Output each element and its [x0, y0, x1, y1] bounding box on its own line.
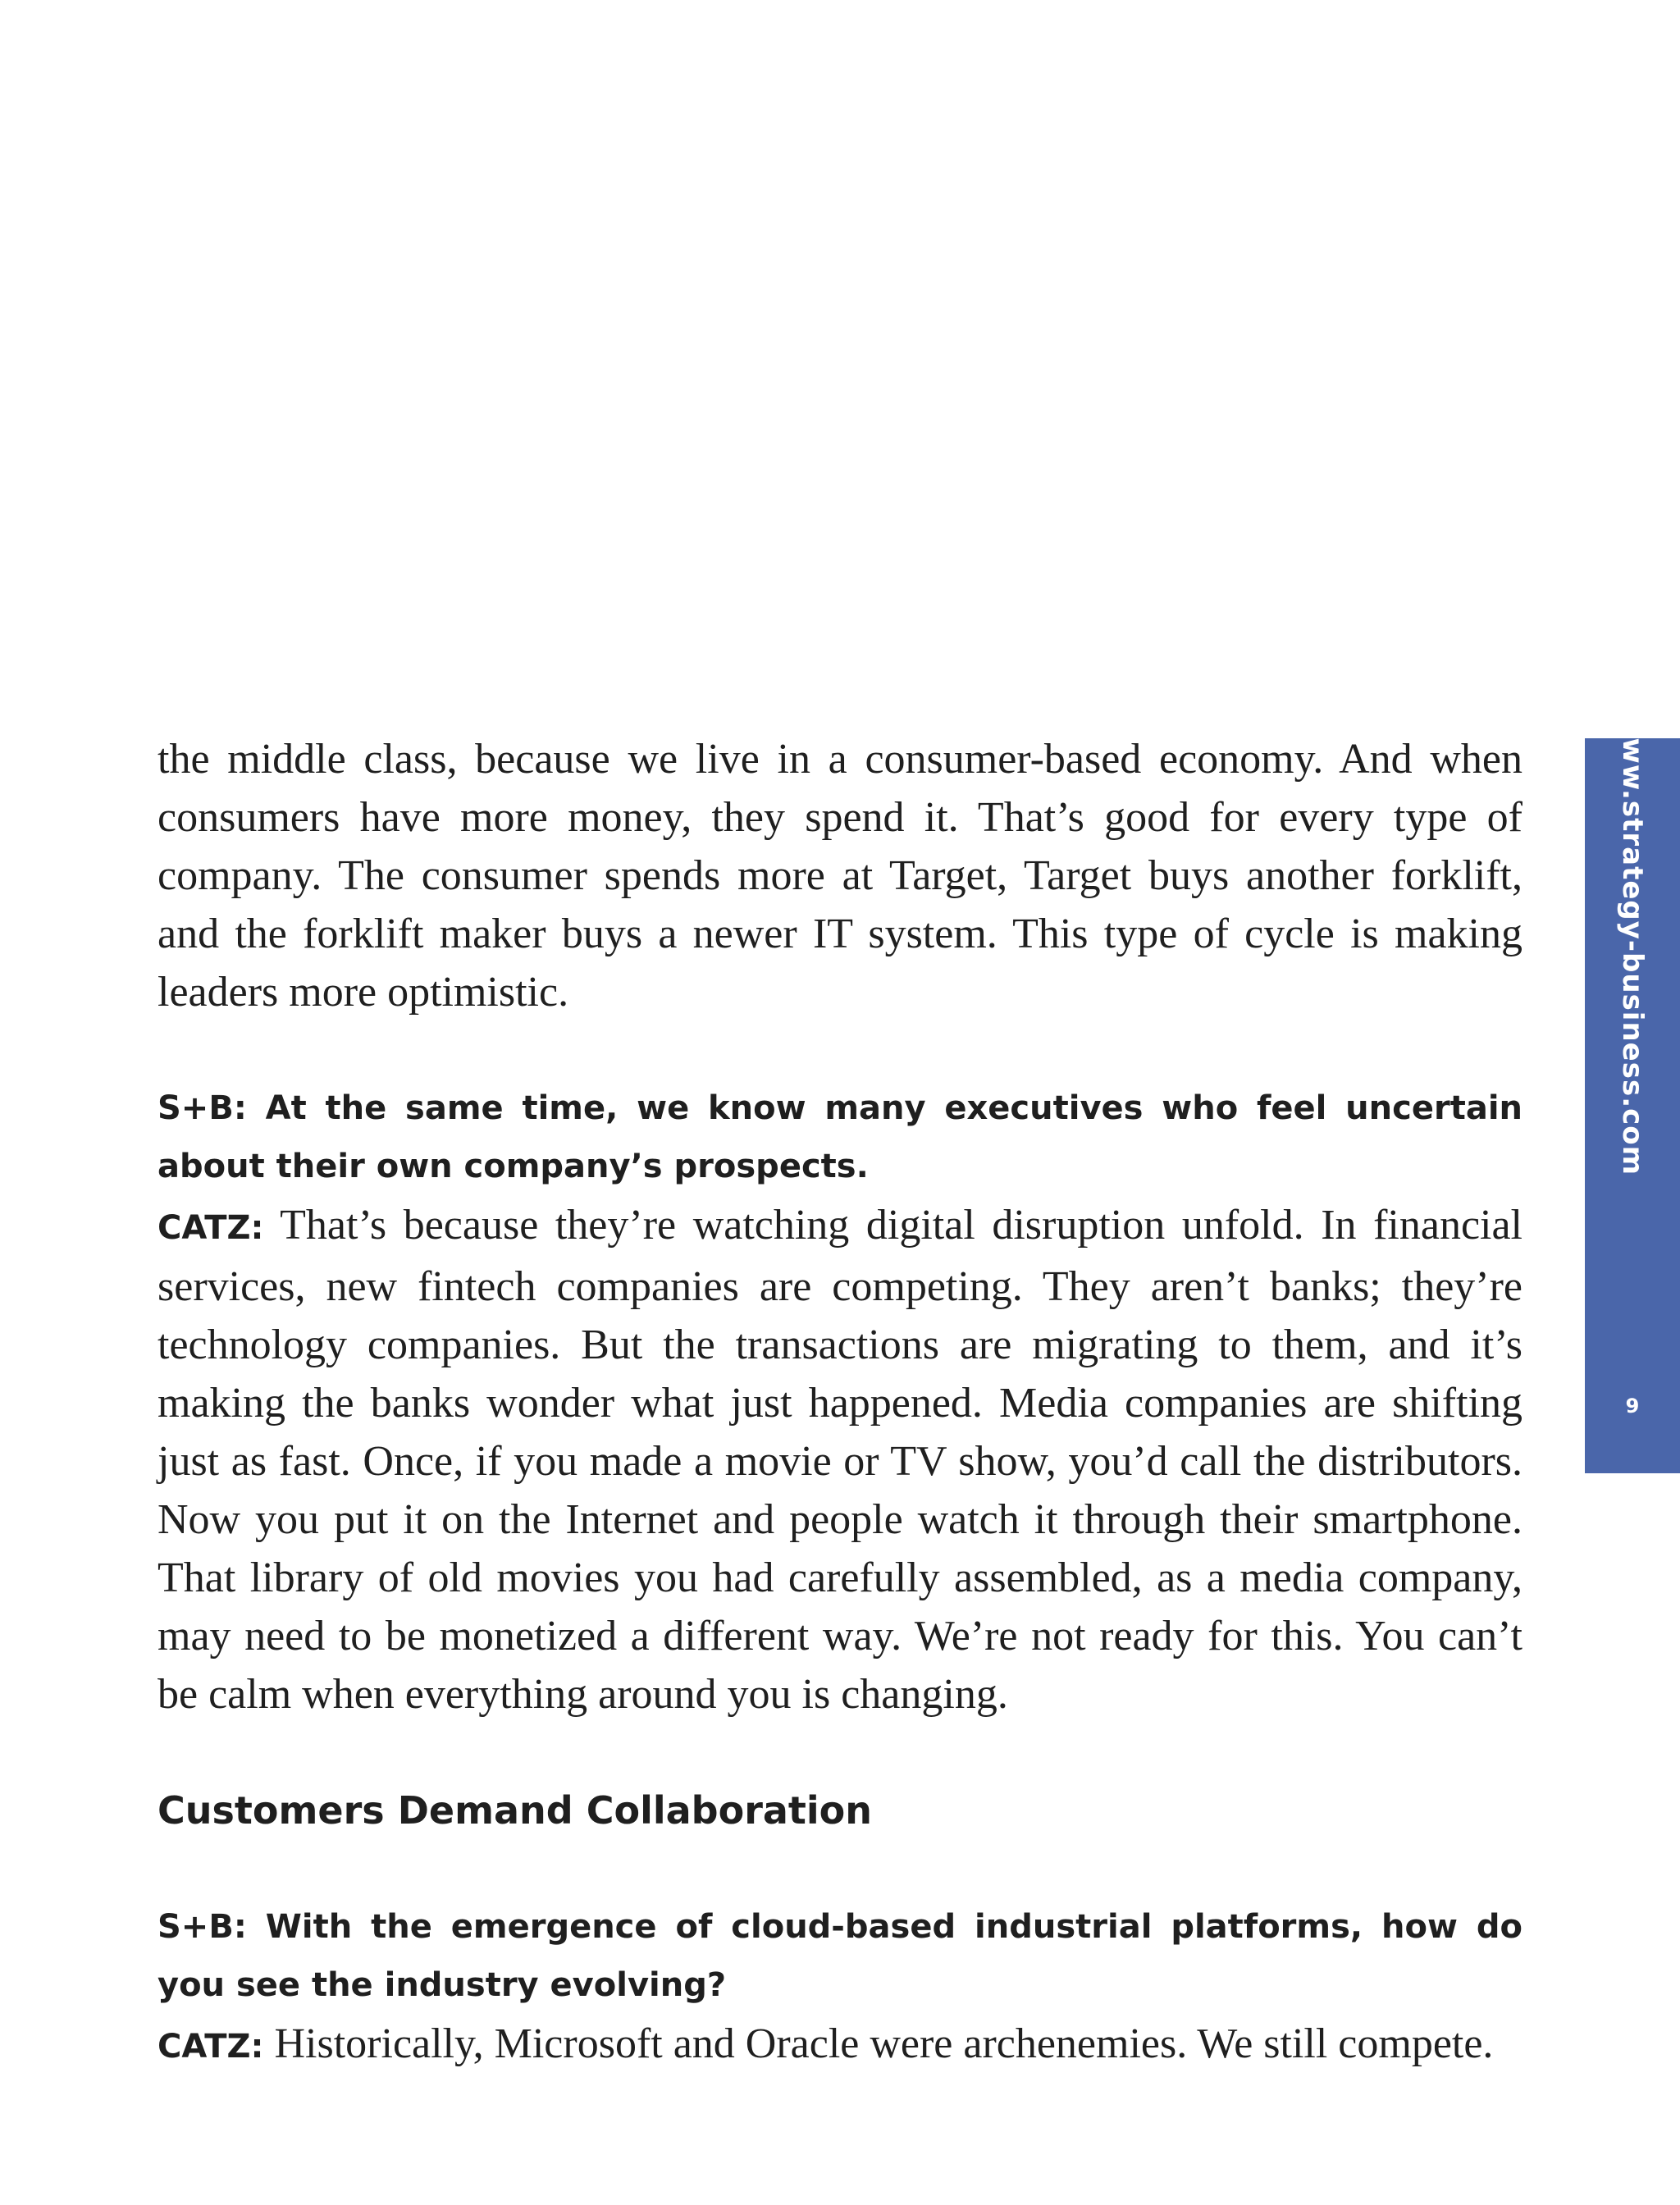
paragraph-middle-class: the middle class, because we live in a consumer-based economy. And when consumers have more money, they spend it. That’s good for every type of company. The consumer spends more at Target, Target buys another forklift, and the forklift maker buys a newer IT system. This type of cycle is making leaders more optimistic. — [158, 736, 1522, 1016]
website-url[interactable]: www.strategy-business.com — [1616, 710, 1649, 1176]
answer-text: That’s because they’re watching digital disruption unfold. In financial services, new fintech companies are competing. They aren’t banks; they’re technology companies. But the transactions are migrating to them, and it’s making the banks wonder what just happened. Media companies are shifting just as fast. Once, if you made a movie or TV show, you’d call the distributors. Now you put it on the Internet and people watch it through their smartphone. That library of old movies you had carefully assembled, as a media company, may need to be monetized a different way. We’re not ready for this. You can’t be calm when everything around you is changing. — [158, 1202, 1522, 1718]
sidebar-tab — [1585, 710, 1680, 1473]
paragraph-spacer — [158, 1840, 1522, 1898]
paragraph-spacer — [158, 1021, 1522, 1080]
answer-text: Historically, Microsoft and Oracle were archenemies. We still compete. — [263, 2020, 1494, 2067]
section-heading: Customers Demand Collaboration — [158, 1788, 873, 1833]
article-body — [158, 730, 1522, 2076]
answer-archenemies — [158, 2015, 1522, 2076]
interviewer-question-uncertainty: S+B: At the same time, we know many executives who feel uncertain about their own company’s prospects. — [158, 1089, 1522, 1185]
interviewer-question-cloud-platforms: S+B: With the emergence of cloud-based industrial platforms, how do you see the industry evolving? — [158, 1908, 1522, 2004]
answer-digital-disruption — [158, 1196, 1522, 1723]
speaker-label: CATZ: — [158, 1209, 264, 1247]
speaker-label: CATZ: — [158, 2028, 264, 2066]
page-number: 9 — [1625, 1395, 1640, 1418]
paragraph-spacer — [158, 1723, 1522, 1782]
